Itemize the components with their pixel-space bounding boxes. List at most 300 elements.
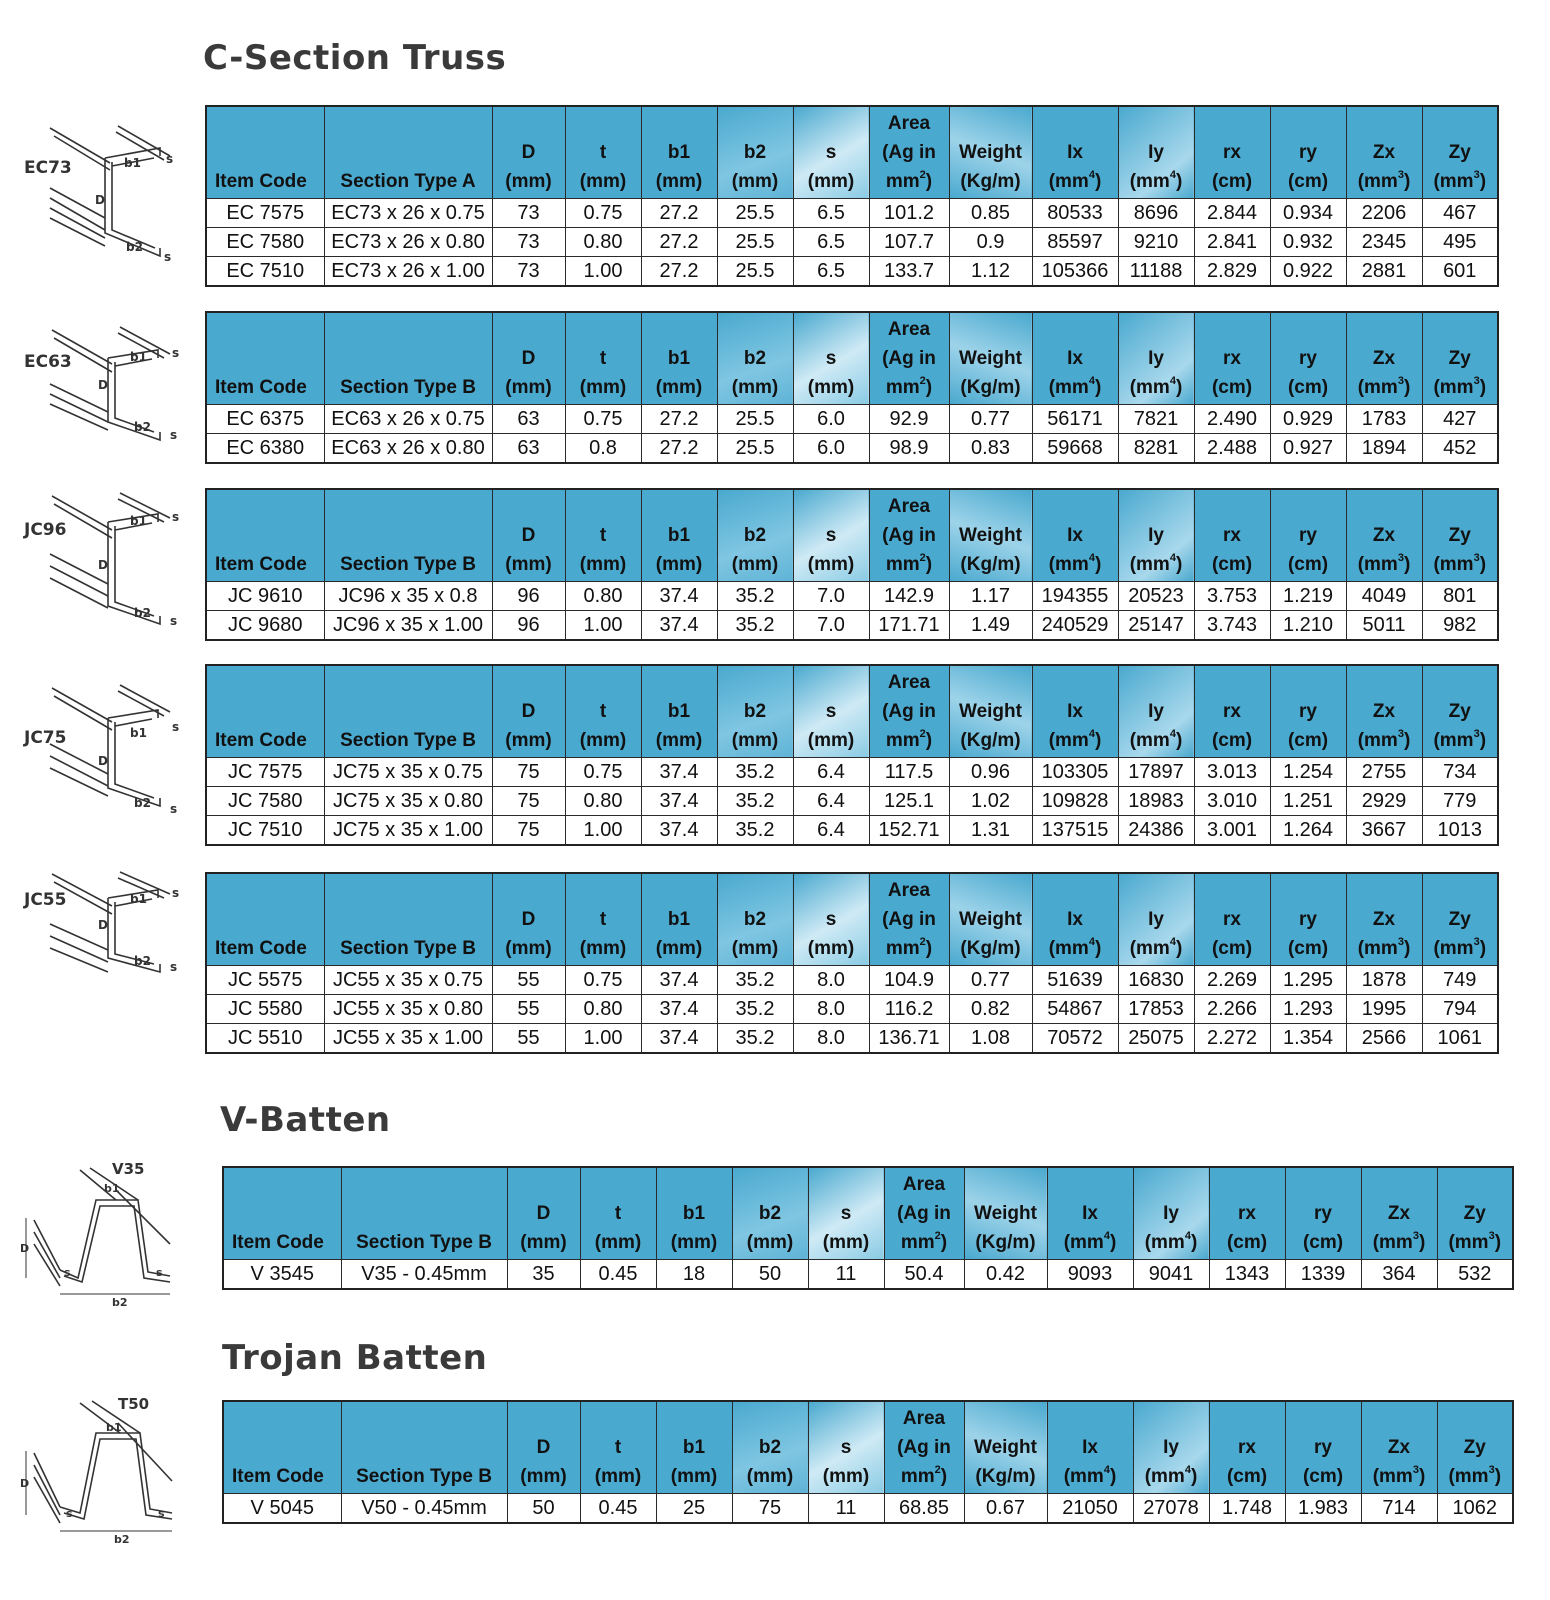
d-label: D — [20, 1477, 30, 1490]
header-label-line: Zy — [1448, 701, 1471, 722]
header-label-line: (mm) — [579, 730, 627, 751]
header-area: Area (Ag in $mm^2$) — [869, 489, 949, 582]
value-cell: 801 — [1422, 582, 1498, 611]
value-cell: 2.488 — [1194, 434, 1270, 464]
figure-ec63 — [20, 322, 190, 452]
header-item-code — [206, 312, 324, 405]
header-iy: Iy $(mm^4)$ — [1133, 1167, 1209, 1260]
header-iy: Iy $(mm^4)$ — [1118, 873, 1194, 966]
c-section-profile-icon — [20, 680, 190, 820]
value-cell: 37.4 — [641, 758, 717, 787]
d-label: D — [98, 378, 108, 392]
header-label-line: ry — [1299, 348, 1317, 369]
value-cell: 0.45 — [580, 1494, 656, 1524]
header-label-line: (mm) — [731, 171, 779, 192]
header-b1 — [641, 489, 717, 582]
unit-exponent: 3 — [1397, 169, 1404, 181]
s-label-top: s — [172, 720, 180, 734]
unit-exponent: 4 — [1088, 936, 1095, 948]
unit-exponent: 2 — [919, 169, 926, 181]
section-type-cell: JC55 x 35 x 0.80 — [324, 995, 492, 1024]
spec-table-ec63 — [205, 311, 1499, 464]
unit-exponent: 3 — [1412, 1230, 1419, 1242]
header-s — [793, 873, 869, 966]
header-label-line: b2 — [743, 348, 767, 369]
s-label-bottom: s — [170, 428, 178, 442]
item-code-cell: JC 5580 — [206, 995, 324, 1024]
figure-label: JC75 — [24, 728, 67, 748]
header-iy: Iy $(mm^4)$ — [1118, 489, 1194, 582]
header-s — [793, 665, 869, 758]
value-cell: 9210 — [1118, 228, 1194, 257]
header-label-line: t — [599, 525, 607, 546]
header-rx — [1194, 106, 1270, 199]
value-cell: 734 — [1422, 758, 1498, 787]
value-cell: 2.844 — [1194, 199, 1270, 228]
value-cell: 0.45 — [580, 1260, 656, 1290]
header-label-line: (mm — [1129, 171, 1170, 192]
value-cell: 794 — [1422, 995, 1498, 1024]
d-label: D — [20, 1242, 30, 1255]
header-area: Area (Ag in $mm^2$) — [884, 1167, 964, 1260]
header-weight — [964, 1401, 1047, 1494]
header-label-line: (cm) — [1287, 938, 1329, 959]
value-cell: 1062 — [1437, 1494, 1513, 1524]
header-label-line: (cm) — [1211, 377, 1253, 398]
value-cell: 1.983 — [1285, 1494, 1361, 1524]
value-cell: 1.00 — [565, 816, 641, 846]
value-cell: 35.2 — [717, 816, 793, 846]
value-cell: 2.266 — [1194, 995, 1270, 1024]
header-label-line: Weight — [974, 1437, 1037, 1458]
header-label-line: D — [521, 348, 536, 369]
table-row — [206, 758, 1498, 787]
value-cell: 0.75 — [565, 758, 641, 787]
header-section-type — [324, 873, 492, 966]
value-cell: 6.5 — [793, 228, 869, 257]
value-cell: 8.0 — [793, 966, 869, 995]
header-D — [507, 1167, 580, 1260]
unit-exponent: 3 — [1473, 728, 1480, 740]
value-cell: 0.932 — [1270, 228, 1346, 257]
header-b1 — [641, 665, 717, 758]
value-cell: 0.80 — [565, 787, 641, 816]
header-weight — [949, 106, 1032, 199]
header-rx — [1194, 873, 1270, 966]
unit-exponent: 3 — [1397, 728, 1404, 740]
header-label-line: t — [599, 348, 607, 369]
header-label-line: (mm — [1433, 938, 1474, 959]
s-label-top: s — [172, 886, 180, 900]
value-cell: 109828 — [1032, 787, 1118, 816]
header-label-line: rx — [1238, 1437, 1256, 1458]
header-label-line: Zx — [1372, 348, 1396, 369]
header-zy: Zy $(mm^3)$ — [1437, 1167, 1513, 1260]
s-label-top: s — [172, 510, 180, 524]
header-label-line: b1 — [667, 701, 691, 722]
value-cell: 37.4 — [641, 995, 717, 1024]
section-type-cell: EC63 x 26 x 0.80 — [324, 434, 492, 464]
figure-jc75 — [20, 680, 190, 820]
header-label: Section Type A — [340, 171, 476, 192]
item-code-cell: JC 7575 — [206, 758, 324, 787]
item-code-cell: V 3545 — [223, 1260, 341, 1290]
header-label-line: (mm) — [655, 938, 703, 959]
unit-exponent: 3 — [1397, 552, 1404, 564]
value-cell: 16830 — [1118, 966, 1194, 995]
header-label-line: (cm) — [1211, 171, 1253, 192]
spec-table-t50 — [222, 1400, 1514, 1524]
header-label-line: ry — [1299, 909, 1317, 930]
value-cell: 59668 — [1032, 434, 1118, 464]
figure-v35 — [20, 1160, 190, 1310]
header-t — [565, 873, 641, 966]
header-t — [565, 106, 641, 199]
value-cell: 1.264 — [1270, 816, 1346, 846]
header-b2 — [717, 665, 793, 758]
header-label-line: mm — [885, 171, 920, 192]
header-D — [492, 665, 565, 758]
table-row — [206, 1024, 1498, 1054]
header-label-line: Ix — [1067, 525, 1083, 546]
value-cell: 1339 — [1285, 1260, 1361, 1290]
header-label-line: Zy — [1463, 1437, 1486, 1458]
header-area: Area (Ag in $mm^2$) — [869, 312, 949, 405]
header-label-line: (Ag in — [897, 1203, 951, 1224]
header-label-line: rx — [1223, 701, 1241, 722]
value-cell: 37.4 — [641, 816, 717, 846]
value-cell: 101.2 — [869, 199, 949, 228]
header-label-line: (cm) — [1287, 730, 1329, 751]
unit-exponent: 4 — [1184, 1230, 1191, 1242]
value-cell: 55 — [492, 995, 565, 1024]
header-label-line: (mm) — [655, 171, 703, 192]
header-ry — [1270, 312, 1346, 405]
table-row — [206, 995, 1498, 1024]
header-zx: Zx $(mm^3)$ — [1361, 1167, 1437, 1260]
header-t — [565, 312, 641, 405]
header-rx — [1194, 489, 1270, 582]
header-label-line: Zx — [1372, 701, 1396, 722]
value-cell: 55 — [492, 966, 565, 995]
header-section-type — [324, 665, 492, 758]
unit-exponent: 4 — [1088, 728, 1095, 740]
value-cell: 20523 — [1118, 582, 1194, 611]
header-label-line: (mm) — [731, 730, 779, 751]
header-b2 — [717, 312, 793, 405]
value-cell: 133.7 — [869, 257, 949, 287]
unit-exponent: 2 — [919, 375, 926, 387]
value-cell: 0.9 — [949, 228, 1032, 257]
header-label-line: (mm) — [655, 730, 703, 751]
value-cell: 0.42 — [964, 1260, 1047, 1290]
header-label-line: Area — [902, 1174, 946, 1195]
section-type-cell: JC75 x 35 x 0.80 — [324, 787, 492, 816]
unit-exponent: 3 — [1473, 936, 1480, 948]
section-type-cell: JC55 x 35 x 1.00 — [324, 1024, 492, 1054]
section-type-cell: JC75 x 35 x 0.75 — [324, 758, 492, 787]
value-cell: 2206 — [1346, 199, 1422, 228]
header-label-line: mm — [885, 554, 920, 575]
value-cell: 25.5 — [717, 434, 793, 464]
header-ix: Ix $(mm^4)$ — [1032, 665, 1118, 758]
item-code-cell: JC 5510 — [206, 1024, 324, 1054]
header-label-line: (mm) — [822, 1232, 870, 1253]
header-label-line: (mm — [1448, 1232, 1489, 1253]
value-cell: 4049 — [1346, 582, 1422, 611]
value-cell: 1783 — [1346, 405, 1422, 434]
value-cell: 96 — [492, 611, 565, 641]
header-label: Item Code — [215, 938, 307, 959]
figure-label: T50 — [118, 1395, 150, 1413]
value-cell: 0.80 — [565, 995, 641, 1024]
header-label-line: b2 — [743, 701, 767, 722]
header-zx: Zx $(mm^3)$ — [1346, 312, 1422, 405]
header-item-code — [223, 1167, 341, 1260]
header-label-line: Zy — [1448, 525, 1471, 546]
value-cell: 0.75 — [565, 966, 641, 995]
value-cell: 7.0 — [793, 611, 869, 641]
header-label-line: D — [536, 1437, 551, 1458]
header-label-line: (mm — [1048, 377, 1089, 398]
header-label-line: Iy — [1163, 1203, 1179, 1224]
value-cell: 1.251 — [1270, 787, 1346, 816]
section-type-cell: EC73 x 26 x 1.00 — [324, 257, 492, 287]
header-label-line: (mm) — [746, 1232, 794, 1253]
header-label-line: (mm — [1357, 730, 1398, 751]
header-iy: Iy $(mm^4)$ — [1118, 665, 1194, 758]
header-section-type — [324, 489, 492, 582]
header-label-line: b1 — [682, 1437, 706, 1458]
value-cell: 3.753 — [1194, 582, 1270, 611]
table-row — [206, 257, 1498, 287]
unit-exponent: 2 — [919, 936, 926, 948]
unit-exponent: 2 — [919, 552, 926, 564]
value-cell: 6.5 — [793, 257, 869, 287]
value-cell: 75 — [732, 1494, 808, 1524]
value-cell: 240529 — [1032, 611, 1118, 641]
item-code-cell: V 5045 — [223, 1494, 341, 1524]
s-label-bottom: s — [170, 614, 178, 628]
header-s — [808, 1167, 884, 1260]
header-D — [492, 106, 565, 199]
value-cell: 142.9 — [869, 582, 949, 611]
header-label-line: D — [521, 701, 536, 722]
b1-label: b1 — [130, 350, 147, 364]
value-cell: 25075 — [1118, 1024, 1194, 1054]
figure-label: V35 — [112, 1160, 145, 1178]
value-cell: 1.295 — [1270, 966, 1346, 995]
value-cell: 96 — [492, 582, 565, 611]
unit-exponent: 4 — [1103, 1230, 1110, 1242]
header-label-line: (mm — [1048, 938, 1089, 959]
header-item-code — [206, 665, 324, 758]
value-cell: 1.49 — [949, 611, 1032, 641]
value-cell: 25.5 — [717, 228, 793, 257]
header-label-line: (mm — [1372, 1466, 1413, 1487]
header-label-line: (mm — [1048, 171, 1089, 192]
header-label-line: (mm — [1372, 1232, 1413, 1253]
figure-label: EC63 — [24, 352, 72, 372]
b1-label: b1 — [106, 1421, 122, 1434]
header-rx — [1194, 665, 1270, 758]
header-label: Section Type B — [340, 938, 476, 959]
header-label-line: (mm — [1433, 730, 1474, 751]
value-cell: 5011 — [1346, 611, 1422, 641]
header-ry — [1270, 106, 1346, 199]
value-cell: 1.354 — [1270, 1024, 1346, 1054]
value-cell: 35.2 — [717, 995, 793, 1024]
value-cell: 25.5 — [717, 405, 793, 434]
header-b2 — [732, 1167, 808, 1260]
value-cell: 27.2 — [641, 199, 717, 228]
unit-exponent: 3 — [1473, 169, 1480, 181]
header-label-line: (mm) — [746, 1466, 794, 1487]
unit-exponent: 2 — [934, 1464, 941, 1476]
unit-exponent: 4 — [1169, 936, 1176, 948]
value-cell: 11188 — [1118, 257, 1194, 287]
header-weight — [949, 312, 1032, 405]
header-label-line: D — [521, 142, 536, 163]
header-label-line: Iy — [1148, 348, 1164, 369]
value-cell: 495 — [1422, 228, 1498, 257]
header-label: Item Code — [215, 730, 307, 751]
value-cell: 75 — [492, 758, 565, 787]
header-label-line: t — [614, 1203, 622, 1224]
value-cell: 1061 — [1422, 1024, 1498, 1054]
header-ix: Ix $(mm^4)$ — [1032, 312, 1118, 405]
value-cell: 117.5 — [869, 758, 949, 787]
header-ix: Ix $(mm^4)$ — [1047, 1167, 1133, 1260]
header-ix: Ix $(mm^4)$ — [1032, 106, 1118, 199]
value-cell: 0.77 — [949, 405, 1032, 434]
header-label-line: (Ag in — [882, 909, 936, 930]
header-label-line: (mm — [1144, 1466, 1185, 1487]
value-cell: 37.4 — [641, 582, 717, 611]
header-label-line: (mm) — [822, 1466, 870, 1487]
value-cell: 27.2 — [641, 405, 717, 434]
header-label-line: (Kg/m) — [960, 554, 1021, 575]
header-ry — [1270, 873, 1346, 966]
unit-exponent: 3 — [1473, 552, 1480, 564]
header-label-line: Iy — [1148, 909, 1164, 930]
value-cell: 125.1 — [869, 787, 949, 816]
header-label-line: (mm — [1433, 377, 1474, 398]
header-label-line: (mm — [1448, 1466, 1489, 1487]
header-rx — [1194, 312, 1270, 405]
figure-label: EC73 — [24, 158, 72, 178]
value-cell: 2.269 — [1194, 966, 1270, 995]
c-section-truss-heading: C-Section Truss — [203, 38, 507, 78]
table-row — [223, 1260, 1513, 1290]
value-cell: 25147 — [1118, 611, 1194, 641]
header-label-line: Area — [887, 496, 931, 517]
value-cell: 0.82 — [949, 995, 1032, 1024]
header-label-line: s — [825, 909, 837, 930]
header-label-line: b1 — [667, 348, 691, 369]
value-cell: 3.010 — [1194, 787, 1270, 816]
header-label-line: ry — [1314, 1437, 1332, 1458]
header-label-line: (mm) — [655, 377, 703, 398]
header-label-line: (mm — [1129, 377, 1170, 398]
header-label-line: (mm) — [731, 554, 779, 575]
header-label-line: s — [840, 1203, 852, 1224]
header-label-line: Iy — [1148, 701, 1164, 722]
unit-exponent: 3 — [1397, 375, 1404, 387]
header-label: Item Code — [215, 554, 307, 575]
header-label-line: (mm) — [594, 1232, 642, 1253]
value-cell: 8281 — [1118, 434, 1194, 464]
header-label-line: (mm) — [670, 1232, 718, 1253]
value-cell: 35.2 — [717, 966, 793, 995]
header-label: Item Code — [232, 1232, 324, 1253]
value-cell: 0.85 — [949, 199, 1032, 228]
value-cell: 1.00 — [565, 611, 641, 641]
header-t — [565, 489, 641, 582]
value-cell: 0.75 — [565, 405, 641, 434]
header-zy: Zy $(mm^3)$ — [1437, 1401, 1513, 1494]
header-label-line: (mm) — [594, 1466, 642, 1487]
header-ix: Ix $(mm^4)$ — [1032, 873, 1118, 966]
header-label-line: (cm) — [1226, 1466, 1268, 1487]
value-cell: 105366 — [1032, 257, 1118, 287]
unit-exponent: 4 — [1169, 728, 1176, 740]
value-cell: 7821 — [1118, 405, 1194, 434]
value-cell: 1995 — [1346, 995, 1422, 1024]
header-label-line: b2 — [758, 1437, 782, 1458]
s-label-top: s — [166, 152, 174, 166]
header-label-line: Zx — [1372, 142, 1396, 163]
header-label-line: Area — [887, 113, 931, 134]
s-label-right: s — [158, 1507, 165, 1520]
value-cell: 25.5 — [717, 199, 793, 228]
value-cell: 137515 — [1032, 816, 1118, 846]
b1-label: b1 — [124, 156, 141, 170]
header-label-line: mm — [900, 1232, 935, 1253]
header-label-line: (Kg/m) — [975, 1232, 1036, 1253]
header-label-line: (mm) — [520, 1466, 567, 1487]
b2-label: b2 — [134, 954, 151, 968]
header-label-line: (mm) — [505, 730, 552, 751]
value-cell: 68.85 — [884, 1494, 964, 1524]
value-cell: 73 — [492, 228, 565, 257]
header-label-line: (cm) — [1302, 1466, 1344, 1487]
header-label-line: (Kg/m) — [960, 377, 1021, 398]
value-cell: 427 — [1422, 405, 1498, 434]
header-row — [223, 1401, 1513, 1494]
header-D — [492, 489, 565, 582]
header-label: Section Type B — [340, 377, 476, 398]
unit-exponent: 3 — [1488, 1230, 1495, 1242]
header-label-line: (mm) — [505, 554, 552, 575]
header-label-line: (mm — [1357, 171, 1398, 192]
value-cell: 56171 — [1032, 405, 1118, 434]
unit-exponent: 4 — [1088, 169, 1095, 181]
header-label-line: ry — [1299, 142, 1317, 163]
value-cell: 3.001 — [1194, 816, 1270, 846]
unit-exponent: 2 — [919, 728, 926, 740]
value-cell: 37.4 — [641, 787, 717, 816]
header-label-line: (mm — [1129, 938, 1170, 959]
item-code-cell: EC 6375 — [206, 405, 324, 434]
v-batten-heading: V-Batten — [220, 1100, 391, 1140]
header-D — [492, 312, 565, 405]
header-label-line: (Ag in — [882, 701, 936, 722]
s-label-left: s — [66, 1507, 73, 1520]
s-label-bottom: s — [164, 250, 172, 264]
spec-table-ec73 — [205, 105, 1499, 287]
header-label-line: t — [614, 1437, 622, 1458]
